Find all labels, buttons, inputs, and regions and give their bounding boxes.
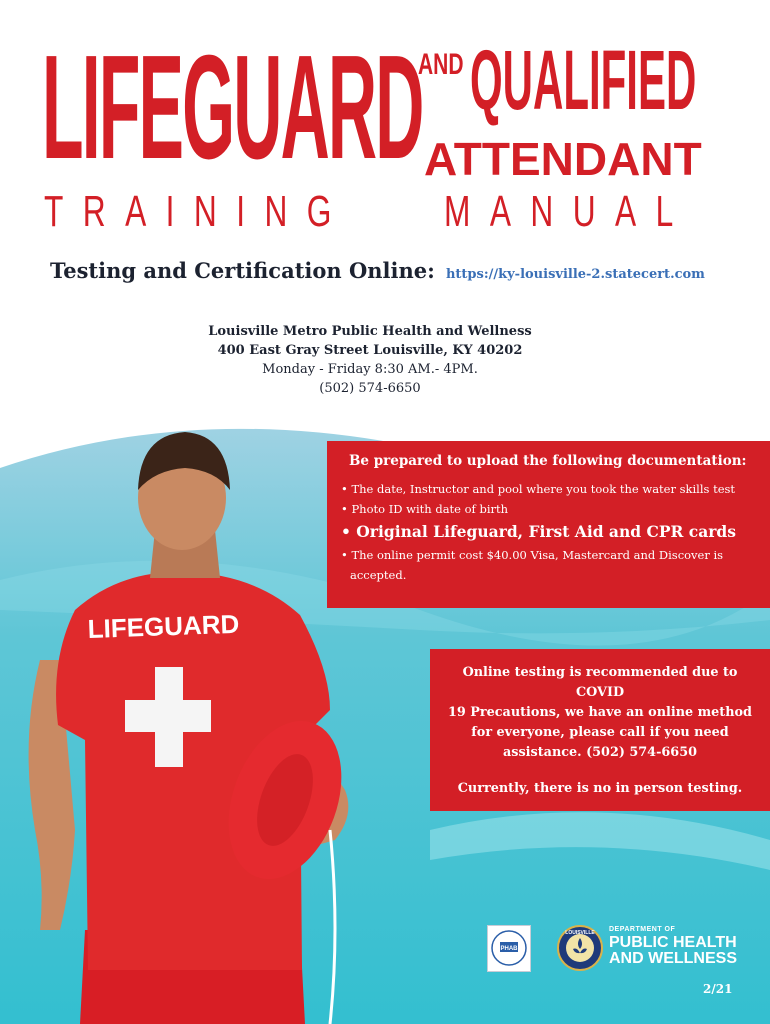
title-qualified: QUALIFIED: [470, 33, 697, 127]
list-item: • The date, Instructor and pool where you took the water skills test: [341, 482, 736, 496]
covid-line: 19 Precautions, we have an online method: [447, 705, 753, 720]
title-and: AND: [418, 48, 464, 81]
street-address: 400 East Gray Street Louisville, KY 40202: [217, 343, 523, 358]
address-block: [0, 322, 740, 398]
title-training: TRAINING: [44, 187, 351, 236]
documentation-heading: Be prepared to upload the following documentation:: [349, 453, 747, 469]
list-item: • Original Lifeguard, First Aid and CPR cards: [341, 522, 736, 541]
svg-text:PHAB: PHAB: [500, 946, 518, 952]
title-manual: MANUAL: [444, 187, 693, 236]
covid-line: Currently, there is no in person testing.: [457, 781, 743, 796]
dept-label-small: DEPARTMENT OF: [609, 926, 676, 933]
dept-label-big: PUBLIC HEALTH AND WELLNESS: [609, 934, 737, 967]
title-attendant: ATTENDANT: [424, 133, 702, 185]
shirt-text: LIFEGUARD: [87, 608, 240, 644]
covid-line: for everyone, please call if you need: [471, 725, 729, 740]
testing-label: Testing and Certification Online:: [50, 258, 435, 283]
covid-line: Online testing is recommended due to COVID: [462, 665, 738, 700]
org-name: Louisville Metro Public Health and Wellness: [208, 324, 532, 339]
list-item: • Photo ID with date of birth: [341, 502, 509, 516]
covid-notice-box: [430, 649, 770, 811]
accreditation-logo: [487, 925, 531, 972]
svg-text:LOUISVILLE: LOUISVILLE: [565, 930, 595, 936]
documentation-box: [327, 441, 770, 608]
testing-line: [50, 258, 705, 283]
phone-number: (502) 574-6650: [319, 381, 421, 396]
page-code: 2/21: [703, 982, 733, 996]
list-item: • The online permit cost $40.00 Visa, Mastercard and Discover is: [341, 548, 724, 562]
title-lifeguard: LIFEGUARD: [42, 25, 423, 190]
covid-line: assistance. (502) 574-6650: [502, 745, 698, 760]
louisville-seal-logo: [557, 925, 603, 971]
office-hours: Monday - Friday 8:30 AM.- 4PM.: [262, 362, 478, 377]
list-item: accepted.: [350, 568, 407, 582]
testing-url-link[interactable]: https://ky-louisville-2.statecert.com: [445, 267, 705, 282]
documentation-list: [341, 479, 758, 585]
